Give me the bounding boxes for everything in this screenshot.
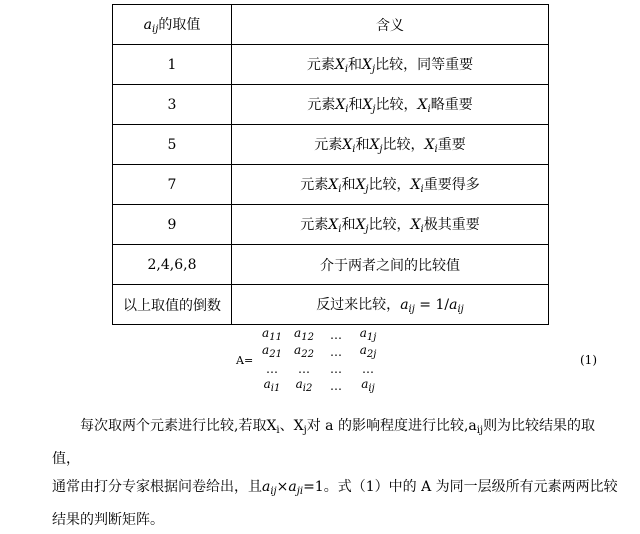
matrix-cell: … bbox=[362, 361, 374, 376]
row-value: 9 bbox=[113, 205, 232, 245]
matrix-cell: $a_{22}$ bbox=[294, 343, 314, 360]
matrix-row bbox=[256, 326, 384, 343]
equation-number: (1) bbox=[580, 353, 597, 367]
row-value: 5 bbox=[113, 125, 232, 165]
table-row bbox=[113, 45, 549, 85]
matrix-cell: $a_{11}$ bbox=[262, 326, 282, 343]
matrix-row bbox=[256, 343, 384, 360]
paragraph-line: 每次取两个元素进行比较,若取$X_i$、$X_j$对 a 的影响程度进行比较$,a_{ij}$则为比较结果的取值， bbox=[52, 418, 596, 467]
row-value: 3 bbox=[113, 85, 232, 125]
matrix-row bbox=[256, 377, 384, 394]
header-meaning-col: 含义 bbox=[232, 5, 549, 45]
matrix-grid bbox=[256, 326, 384, 394]
table-row bbox=[113, 165, 549, 205]
matrix-cell: … bbox=[330, 344, 342, 359]
row-value: 7 bbox=[113, 165, 232, 205]
matrix-cell: … bbox=[330, 361, 342, 376]
matrix-row bbox=[256, 360, 384, 377]
matrix-label: A= bbox=[236, 354, 254, 367]
matrix-cell: $a_{2j}$ bbox=[359, 343, 377, 360]
matrix-cell: … bbox=[330, 378, 342, 393]
row-value: 以上取值的倒数 bbox=[113, 285, 232, 325]
matrix-cell: $a_{ij}$ bbox=[361, 377, 375, 394]
matrix-cell: … bbox=[266, 361, 278, 376]
row-meaning: 元素$X_i$和$X_j$比较，$X_i$重要得多 bbox=[232, 165, 549, 205]
table-row bbox=[113, 205, 549, 245]
row-meaning: 介于两者之间的比较值 bbox=[232, 245, 549, 285]
table-row bbox=[113, 285, 549, 325]
table-row bbox=[113, 245, 549, 285]
row-meaning: 元素$X_i$和$X_j$比较，$X_i$极其重要 bbox=[232, 205, 549, 245]
matrix-cell: … bbox=[330, 327, 342, 342]
matrix-cell: $a_{i1}$ bbox=[263, 377, 281, 394]
body-paragraph bbox=[52, 412, 622, 534]
scale-table bbox=[112, 4, 549, 325]
matrix-cell: $a_{12}$ bbox=[294, 326, 314, 343]
row-value: 2,4,6,8 bbox=[113, 245, 232, 285]
paragraph-line: 结果的判断矩阵。 bbox=[52, 512, 164, 528]
row-meaning: 元素$X_i$和$X_j$比较，$X_i$略重要 bbox=[232, 85, 549, 125]
row-meaning: 元素$X_i$和$X_j$比较，同等重要 bbox=[232, 45, 549, 85]
matrix-cell: $a_{21}$ bbox=[262, 343, 282, 360]
row-meaning: 反过来比较，$a_{ij} = 1/a_{ij}$ bbox=[232, 285, 549, 325]
matrix-cell: $a_{1j}$ bbox=[359, 326, 377, 343]
row-meaning: 元素$X_i$和$X_j$比较，$X_i$重要 bbox=[232, 125, 549, 165]
matrix-cell: … bbox=[298, 361, 310, 376]
header-value-col: $a_{ij}$的取值 bbox=[113, 5, 232, 45]
judgment-matrix bbox=[236, 326, 636, 396]
table-header-row bbox=[113, 5, 549, 45]
paragraph-line: 通常由打分专家根据问卷给出，且$a_{ij}\times a_{ji}=1$。式（1）中的 A 为同一层级所有元素两两比较 bbox=[52, 479, 618, 497]
matrix-cell: $a_{i2}$ bbox=[295, 377, 313, 394]
row-value: 1 bbox=[113, 45, 232, 85]
table-row bbox=[113, 85, 549, 125]
table-row bbox=[113, 125, 549, 165]
